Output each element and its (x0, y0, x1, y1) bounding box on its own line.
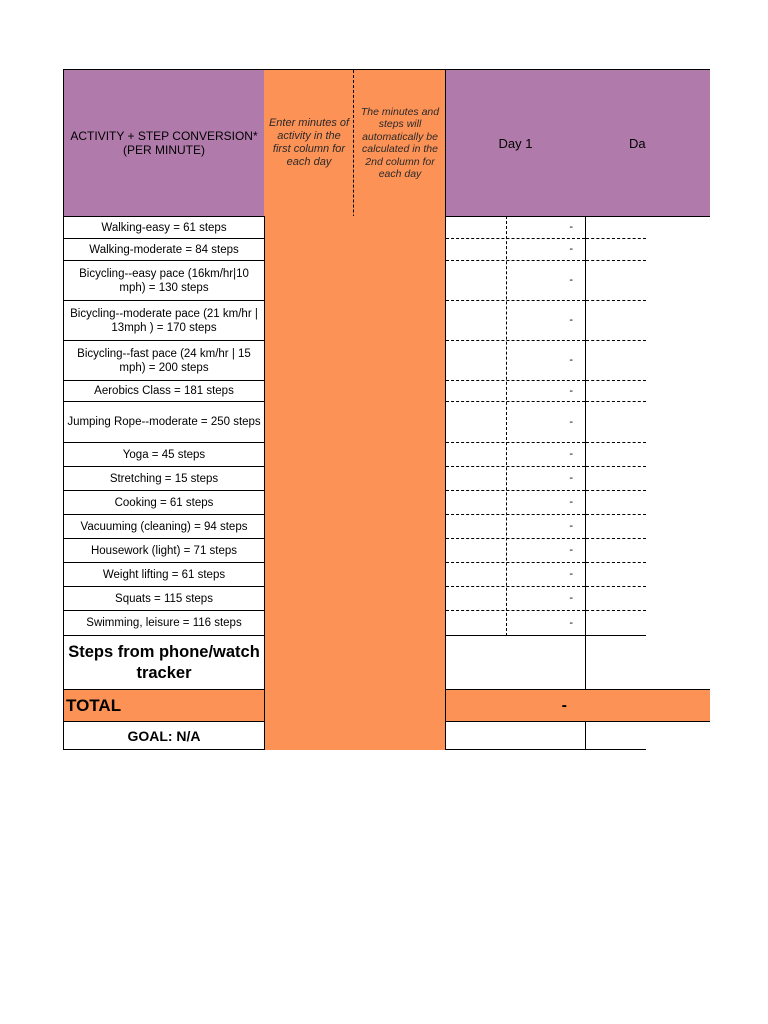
day1-steps-value: - (569, 592, 573, 604)
total-day2-cell (585, 689, 710, 722)
row-separator (586, 442, 646, 443)
activity-row-label: Vacuuming (cleaning) = 94 steps (63, 514, 265, 539)
day1-steps-value: - (569, 472, 573, 484)
day1-steps-value: - (569, 568, 573, 580)
row-separator (586, 562, 646, 563)
day1-steps-value: - (569, 314, 573, 326)
day1-steps-value: - (569, 354, 573, 366)
day1-steps-value: - (569, 448, 573, 460)
row-separator (586, 586, 646, 587)
day1-steps-value: - (569, 384, 573, 397)
row-separator (586, 238, 646, 239)
tracker-day1-cell[interactable] (445, 635, 586, 690)
day1-steps-value: - (569, 544, 573, 556)
row-separator (586, 300, 646, 301)
goal-day2-cell[interactable] (585, 721, 646, 750)
day1-steps-value: - (569, 221, 573, 233)
activity-column-header (63, 69, 265, 217)
day1-grid (445, 216, 586, 636)
activity-row-label: Aerobics Class = 181 steps (63, 380, 265, 402)
activity-row-label: Weight lifting = 61 steps (63, 562, 265, 587)
activity-row-label: Bicycling--fast pace (24 km/hr | 15 mph) = 200 steps (63, 340, 265, 381)
activity-row-label: Walking-moderate = 84 steps (63, 238, 265, 261)
activity-row-label: Bicycling--moderate pace (21 km/hr | 13mph ) = 170 steps (63, 300, 265, 341)
activity-row-label: Squats = 115 steps (63, 586, 265, 611)
row-separator (586, 538, 646, 539)
day2-header: Da (585, 69, 710, 217)
activity-row-label: Stretching = 15 steps (63, 466, 265, 491)
day1-steps-value: - (569, 415, 573, 428)
total-day1-cell: - (445, 689, 586, 722)
goal-day1-cell[interactable] (445, 721, 586, 750)
row-separator (586, 466, 646, 467)
row-separator (586, 610, 646, 611)
day1-steps-value: - (569, 496, 573, 508)
row-separator (586, 490, 646, 491)
goal-row-label: GOAL: N/A (63, 721, 265, 750)
auto-calc-note: The minutes and steps will automatically be calculated in the 2nd column for each day (360, 105, 440, 180)
activity-row-label: Cooking = 61 steps (63, 490, 265, 515)
activity-header-text: ACTIVITY + STEP CONVERSION* (PER MINUTE) (70, 129, 258, 157)
day1-steps-value: - (569, 274, 573, 286)
row-separator (586, 340, 646, 341)
day1-steps-value: - (569, 243, 573, 255)
tracker-row-label: Steps from phone/watch tracker (63, 635, 265, 690)
activity-row-label: Swimming, leisure = 116 steps (63, 610, 265, 636)
activity-row-label: Housework (light) = 71 steps (63, 538, 265, 563)
row-separator (586, 514, 646, 515)
day1-steps-value: - (569, 520, 573, 532)
minutes-input-column[interactable] (264, 216, 446, 750)
day1-inner-divider (506, 216, 507, 636)
tracker-day2-cell[interactable] (585, 635, 646, 690)
row-separator (586, 260, 646, 261)
activity-row-label: Yoga = 45 steps (63, 442, 265, 467)
row-separator (586, 380, 646, 381)
row-separator (586, 401, 646, 402)
day1-header: Day 1 (445, 69, 586, 217)
activity-row-label: Jumping Rope--moderate = 250 steps (63, 401, 265, 443)
activity-row-label: Bicycling--easy pace (16km/hr|10 mph) = 130 steps (63, 260, 265, 301)
total-row-label: TOTAL (63, 689, 265, 722)
activity-row-label: Walking-easy = 61 steps (63, 216, 265, 239)
day1-steps-value: - (569, 616, 573, 629)
enter-minutes-note: Enter minutes of activity in the first column for each day (268, 117, 350, 168)
